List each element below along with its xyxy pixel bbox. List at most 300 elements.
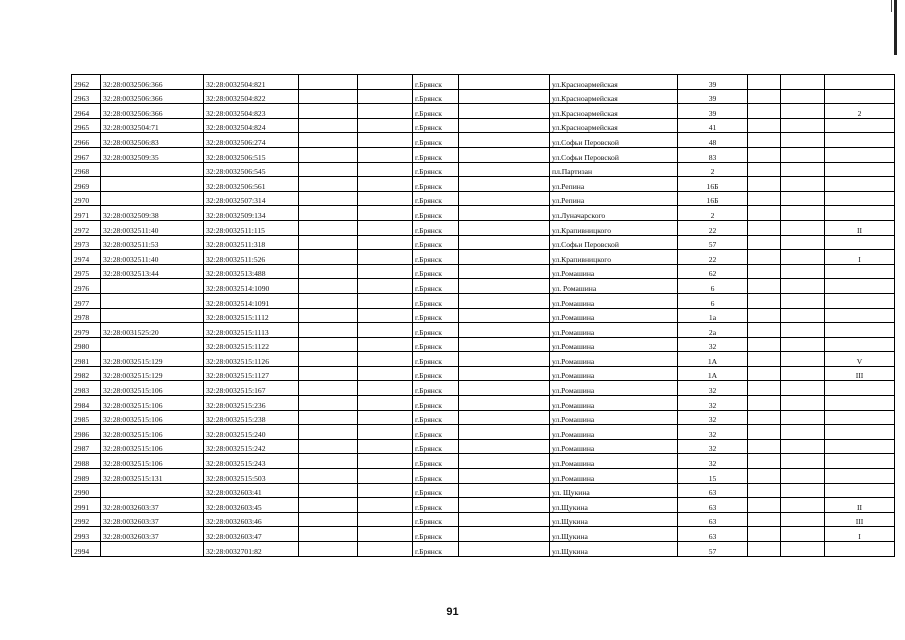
spacer-cell (459, 323, 550, 338)
cadastral-number-2-cell: 32:28:0032603:41 (204, 483, 299, 498)
house-number-cell: 32 (678, 381, 748, 396)
street-cell: ул.Щукина (550, 527, 678, 542)
empty-cell (358, 527, 413, 542)
empty-cell (358, 410, 413, 425)
street-cell: ул.Красноармейская (550, 104, 678, 119)
apartment-cell: 2 (825, 104, 895, 119)
empty-cell (358, 89, 413, 104)
cadastral-number-cell: 32:28:0032511:40 (101, 250, 204, 265)
empty-cell (358, 381, 413, 396)
cadastral-number-2-cell: 32:28:0032506:274 (204, 133, 299, 148)
cadastral-number-cell: 32:28:0032509:38 (101, 206, 204, 221)
empty-cell (781, 542, 825, 557)
empty-cell (781, 469, 825, 484)
spacer-cell (459, 381, 550, 396)
city-cell: г.Брянск (413, 469, 459, 484)
table-row (72, 104, 895, 119)
empty-cell (748, 308, 781, 323)
empty-cell (299, 366, 358, 381)
empty-cell (781, 323, 825, 338)
house-number-cell: 39 (678, 89, 748, 104)
cadastral-number-2-cell: 32:28:0032514:1090 (204, 279, 299, 294)
empty-cell (781, 366, 825, 381)
cadastral-number-cell: 32:28:0032603:37 (101, 498, 204, 513)
house-number-cell: 62 (678, 264, 748, 279)
empty-cell (358, 235, 413, 250)
table-row (72, 396, 895, 411)
empty-cell (781, 89, 825, 104)
apartment-cell: I (825, 250, 895, 265)
city-cell: г.Брянск (413, 352, 459, 367)
row-number-cell: 2987 (72, 439, 101, 454)
table-row (72, 220, 895, 235)
spacer-cell (459, 75, 550, 90)
apartment-cell (825, 425, 895, 440)
empty-cell (781, 337, 825, 352)
cadastral-number-2-cell: 32:28:0032507:314 (204, 191, 299, 206)
empty-cell (299, 206, 358, 221)
city-cell: г.Брянск (413, 133, 459, 148)
cadastral-number-cell (101, 337, 204, 352)
cadastral-number-2-cell: 32:28:0032515:1113 (204, 323, 299, 338)
spacer-cell (459, 410, 550, 425)
apartment-cell: III (825, 366, 895, 381)
empty-cell (358, 469, 413, 484)
house-number-cell: 57 (678, 542, 748, 557)
cadastral-number-2-cell: 32:28:0032515:1112 (204, 308, 299, 323)
empty-cell (781, 293, 825, 308)
empty-cell (299, 118, 358, 133)
empty-cell (299, 483, 358, 498)
empty-cell (748, 498, 781, 513)
table-row (72, 235, 895, 250)
cadastral-number-cell: 32:28:0032515:106 (101, 454, 204, 469)
empty-cell (748, 104, 781, 119)
spacer-cell (459, 396, 550, 411)
city-cell: г.Брянск (413, 410, 459, 425)
empty-cell (748, 366, 781, 381)
house-number-cell: 22 (678, 220, 748, 235)
city-cell: г.Брянск (413, 381, 459, 396)
table-row (72, 527, 895, 542)
cadastral-number-2-cell: 32:28:0032506:545 (204, 162, 299, 177)
empty-cell (358, 162, 413, 177)
row-number-cell: 2991 (72, 498, 101, 513)
spacer-cell (459, 133, 550, 148)
street-cell: ул.Ромашина (550, 352, 678, 367)
apartment-cell (825, 469, 895, 484)
empty-cell (358, 542, 413, 557)
city-cell: г.Брянск (413, 483, 459, 498)
street-cell: ул.Крапивницкого (550, 250, 678, 265)
row-number-cell: 2984 (72, 396, 101, 411)
empty-cell (781, 279, 825, 294)
table-row (72, 498, 895, 513)
cadastral-number-cell: 32:28:0032603:37 (101, 527, 204, 542)
house-number-cell: 63 (678, 498, 748, 513)
street-cell: ул. Щукина (550, 483, 678, 498)
empty-cell (299, 308, 358, 323)
empty-cell (299, 410, 358, 425)
empty-cell (358, 191, 413, 206)
empty-cell (299, 454, 358, 469)
empty-cell (358, 454, 413, 469)
city-cell: г.Брянск (413, 425, 459, 440)
cadastral-number-2-cell: 32:28:0032515:1126 (204, 352, 299, 367)
row-number-cell: 2968 (72, 162, 101, 177)
apartment-cell (825, 308, 895, 323)
empty-cell (748, 323, 781, 338)
spacer-cell (459, 483, 550, 498)
cadastral-number-2-cell: 32:28:0032509:134 (204, 206, 299, 221)
street-cell: ул.Ромашина (550, 439, 678, 454)
apartment-cell (825, 75, 895, 90)
empty-cell (299, 250, 358, 265)
table-row (72, 352, 895, 367)
empty-cell (299, 396, 358, 411)
empty-cell (781, 75, 825, 90)
apartment-cell (825, 147, 895, 162)
cadastral-number-2-cell: 32:28:0032515:236 (204, 396, 299, 411)
empty-cell (358, 396, 413, 411)
row-number-cell: 2971 (72, 206, 101, 221)
row-number-cell: 2983 (72, 381, 101, 396)
empty-cell (781, 133, 825, 148)
cadastral-number-2-cell: 32:28:0032511:318 (204, 235, 299, 250)
empty-cell (781, 118, 825, 133)
row-number-cell: 2965 (72, 118, 101, 133)
cadastral-number-2-cell: 32:28:0032603:45 (204, 498, 299, 513)
empty-cell (781, 498, 825, 513)
empty-cell (748, 483, 781, 498)
house-number-cell: 1А (678, 352, 748, 367)
spacer-cell (459, 425, 550, 440)
cadastral-number-2-cell: 32:28:0032515:242 (204, 439, 299, 454)
empty-cell (748, 75, 781, 90)
empty-cell (299, 352, 358, 367)
cadastral-number-cell: 32:28:0032511:53 (101, 235, 204, 250)
cadastral-number-2-cell: 32:28:0032514:1091 (204, 293, 299, 308)
cadastral-number-cell: 32:28:0032515:131 (101, 469, 204, 484)
city-cell: г.Брянск (413, 308, 459, 323)
cadastral-number-cell: 32:28:0032515:106 (101, 425, 204, 440)
city-cell: г.Брянск (413, 89, 459, 104)
empty-cell (781, 206, 825, 221)
street-cell: ул.Ромашина (550, 323, 678, 338)
row-number-cell: 2979 (72, 323, 101, 338)
empty-cell (358, 483, 413, 498)
cadastral-number-2-cell: 32:28:0032515:167 (204, 381, 299, 396)
empty-cell (781, 454, 825, 469)
empty-cell (748, 133, 781, 148)
cadastral-number-cell (101, 542, 204, 557)
empty-cell (358, 308, 413, 323)
house-number-cell: 1а (678, 308, 748, 323)
street-cell: ул.Красноармейская (550, 75, 678, 90)
cadastral-number-2-cell: 32:28:0032511:115 (204, 220, 299, 235)
row-number-cell: 2964 (72, 104, 101, 119)
apartment-cell (825, 410, 895, 425)
empty-cell (299, 264, 358, 279)
cadastral-number-cell: 32:28:0032515:106 (101, 410, 204, 425)
table-row (72, 308, 895, 323)
spacer-cell (459, 352, 550, 367)
empty-cell (358, 498, 413, 513)
row-number-cell: 2976 (72, 279, 101, 294)
empty-cell (781, 439, 825, 454)
apartment-cell (825, 542, 895, 557)
spacer-cell (459, 279, 550, 294)
table-row (72, 542, 895, 557)
scan-edge-mark (894, 0, 897, 55)
cadastral-number-2-cell: 32:28:0032701:82 (204, 542, 299, 557)
city-cell: г.Брянск (413, 542, 459, 557)
spacer-cell (459, 527, 550, 542)
table-row (72, 89, 895, 104)
spacer-cell (459, 147, 550, 162)
empty-cell (358, 439, 413, 454)
house-number-cell: 41 (678, 118, 748, 133)
empty-cell (748, 542, 781, 557)
city-cell: г.Брянск (413, 75, 459, 90)
cadastral-number-2-cell: 32:28:0032504:824 (204, 118, 299, 133)
cadastral-number-cell (101, 279, 204, 294)
table-row (72, 293, 895, 308)
table-row (72, 162, 895, 177)
spacer-cell (459, 89, 550, 104)
row-number-cell: 2986 (72, 425, 101, 440)
apartment-cell (825, 323, 895, 338)
row-number-cell: 2982 (72, 366, 101, 381)
city-cell: г.Брянск (413, 337, 459, 352)
house-number-cell: 2а (678, 323, 748, 338)
table-row (72, 147, 895, 162)
empty-cell (299, 191, 358, 206)
table-row (72, 323, 895, 338)
table-row (72, 469, 895, 484)
city-cell: г.Брянск (413, 220, 459, 235)
empty-cell (748, 118, 781, 133)
city-cell: г.Брянск (413, 454, 459, 469)
house-number-cell: 32 (678, 337, 748, 352)
street-cell: ул.Ромашина (550, 366, 678, 381)
apartment-cell: III (825, 512, 895, 527)
street-cell: ул.Ромашина (550, 308, 678, 323)
house-number-cell: 6 (678, 279, 748, 294)
cadastral-number-2-cell: 32:28:0032515:240 (204, 425, 299, 440)
table-row (72, 337, 895, 352)
street-cell: ул.Красноармейская (550, 118, 678, 133)
spacer-cell (459, 264, 550, 279)
house-number-cell: 2 (678, 206, 748, 221)
row-number-cell: 2962 (72, 75, 101, 90)
empty-cell (299, 425, 358, 440)
cadastral-number-cell: 32:28:0032506:83 (101, 133, 204, 148)
house-number-cell: 2 (678, 162, 748, 177)
house-number-cell: 83 (678, 147, 748, 162)
cadastral-number-2-cell: 32:28:0032603:47 (204, 527, 299, 542)
street-cell: ул.Ромашина (550, 293, 678, 308)
empty-cell (748, 381, 781, 396)
table-row (72, 206, 895, 221)
city-cell: г.Брянск (413, 366, 459, 381)
street-cell: ул.Ромашина (550, 337, 678, 352)
row-number-cell: 2988 (72, 454, 101, 469)
apartment-cell: I (825, 527, 895, 542)
empty-cell (358, 206, 413, 221)
street-cell: ул.Щукина (550, 498, 678, 513)
house-number-cell: 32 (678, 410, 748, 425)
empty-cell (748, 191, 781, 206)
house-number-cell: 32 (678, 454, 748, 469)
empty-cell (299, 279, 358, 294)
table-row (72, 191, 895, 206)
empty-cell (748, 527, 781, 542)
street-cell: ул.Крапивницкого (550, 220, 678, 235)
house-number-cell: 22 (678, 250, 748, 265)
table-row (72, 483, 895, 498)
empty-cell (358, 279, 413, 294)
empty-cell (299, 75, 358, 90)
empty-cell (781, 425, 825, 440)
street-cell: ул.Ромашина (550, 469, 678, 484)
empty-cell (781, 483, 825, 498)
city-cell: г.Брянск (413, 177, 459, 192)
city-cell: г.Брянск (413, 104, 459, 119)
cadastral-number-2-cell: 32:28:0032511:526 (204, 250, 299, 265)
empty-cell (781, 177, 825, 192)
row-number-cell: 2973 (72, 235, 101, 250)
table-row (72, 279, 895, 294)
scan-edge-mark-small (891, 0, 892, 12)
street-cell: ул.Красноармейская (550, 89, 678, 104)
empty-cell (358, 118, 413, 133)
apartment-cell (825, 279, 895, 294)
table-row (72, 118, 895, 133)
spacer-cell (459, 220, 550, 235)
spacer-cell (459, 512, 550, 527)
city-cell: г.Брянск (413, 118, 459, 133)
empty-cell (781, 235, 825, 250)
house-number-cell: 15 (678, 469, 748, 484)
row-number-cell: 2977 (72, 293, 101, 308)
spacer-cell (459, 469, 550, 484)
empty-cell (781, 220, 825, 235)
row-number-cell: 2994 (72, 542, 101, 557)
cadastral-number-cell: 32:28:0032509:35 (101, 147, 204, 162)
cadastral-number-cell: 32:28:0032513:44 (101, 264, 204, 279)
empty-cell (748, 352, 781, 367)
cadastral-number-2-cell: 32:28:0032515:243 (204, 454, 299, 469)
apartment-cell (825, 235, 895, 250)
cadastral-number-cell: 32:28:0032506:366 (101, 75, 204, 90)
page-number: 91 (446, 606, 459, 618)
empty-cell (748, 162, 781, 177)
house-number-cell: 16Б (678, 191, 748, 206)
empty-cell (299, 293, 358, 308)
cadastral-number-cell: 32:28:0032511:40 (101, 220, 204, 235)
row-number-cell: 2967 (72, 147, 101, 162)
street-cell: ул.Щукина (550, 512, 678, 527)
cadastral-number-2-cell: 32:28:0032504:821 (204, 75, 299, 90)
city-cell: г.Брянск (413, 191, 459, 206)
cadastral-number-cell: 32:28:0032515:106 (101, 381, 204, 396)
house-number-cell: 63 (678, 483, 748, 498)
cadastral-number-2-cell: 32:28:0032515:1127 (204, 366, 299, 381)
street-cell: ул.Ромашина (550, 396, 678, 411)
empty-cell (358, 220, 413, 235)
house-number-cell: 57 (678, 235, 748, 250)
empty-cell (781, 162, 825, 177)
spacer-cell (459, 439, 550, 454)
empty-cell (358, 352, 413, 367)
empty-cell (748, 147, 781, 162)
empty-cell (358, 177, 413, 192)
house-number-cell: 39 (678, 75, 748, 90)
apartment-cell (825, 191, 895, 206)
cadastral-number-2-cell: 32:28:0032513:488 (204, 264, 299, 279)
apartment-cell: II (825, 498, 895, 513)
city-cell: г.Брянск (413, 250, 459, 265)
city-cell: г.Брянск (413, 527, 459, 542)
empty-cell (781, 191, 825, 206)
row-number-cell: 2989 (72, 469, 101, 484)
empty-cell (358, 293, 413, 308)
empty-cell (299, 512, 358, 527)
street-cell: ул.Ромашина (550, 454, 678, 469)
street-cell: ул.Софьи Перовской (550, 147, 678, 162)
row-number-cell: 2966 (72, 133, 101, 148)
house-number-cell: 39 (678, 104, 748, 119)
apartment-cell (825, 483, 895, 498)
cadastral-number-cell: 32:28:0032515:129 (101, 352, 204, 367)
empty-cell (781, 104, 825, 119)
cadastral-number-cell (101, 293, 204, 308)
cadastral-number-2-cell: 32:28:0032603:46 (204, 512, 299, 527)
empty-cell (358, 75, 413, 90)
cadastral-number-2-cell: 32:28:0032515:503 (204, 469, 299, 484)
empty-cell (748, 250, 781, 265)
empty-cell (748, 454, 781, 469)
empty-cell (748, 425, 781, 440)
empty-cell (748, 264, 781, 279)
apartment-cell (825, 439, 895, 454)
cadastral-number-cell: 32:28:0032506:366 (101, 104, 204, 119)
house-number-cell: 32 (678, 425, 748, 440)
city-cell: г.Брянск (413, 439, 459, 454)
empty-cell (748, 512, 781, 527)
row-number-cell: 2969 (72, 177, 101, 192)
cadastral-number-2-cell: 32:28:0032504:822 (204, 89, 299, 104)
empty-cell (358, 147, 413, 162)
street-cell: ул.Ромашина (550, 264, 678, 279)
row-number-cell: 2975 (72, 264, 101, 279)
empty-cell (748, 89, 781, 104)
empty-cell (358, 323, 413, 338)
empty-cell (781, 527, 825, 542)
empty-cell (748, 469, 781, 484)
empty-cell (299, 89, 358, 104)
empty-cell (748, 396, 781, 411)
apartment-cell (825, 206, 895, 221)
registry-table-body (72, 75, 895, 557)
street-cell: ул.Репина (550, 191, 678, 206)
spacer-cell (459, 498, 550, 513)
cadastral-number-cell: 32:28:0032515:106 (101, 396, 204, 411)
city-cell: г.Брянск (413, 206, 459, 221)
empty-cell (358, 133, 413, 148)
empty-cell (748, 235, 781, 250)
